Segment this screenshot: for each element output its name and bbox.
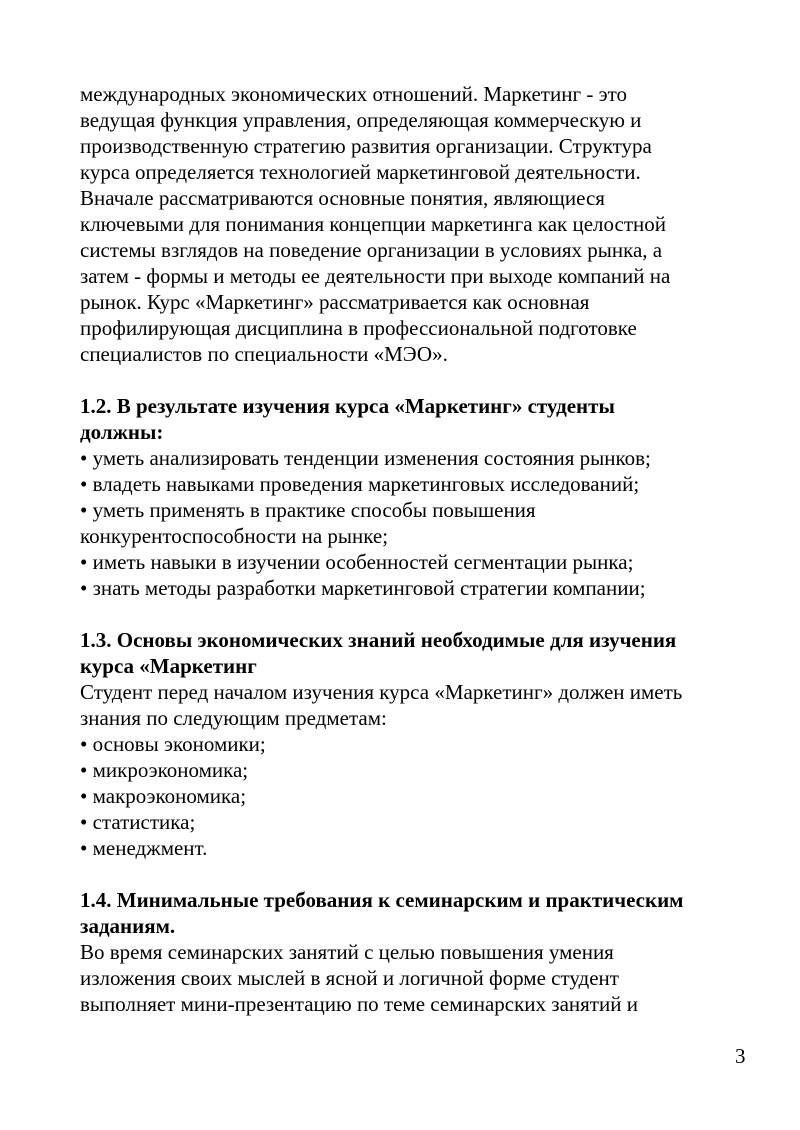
list-item-continuation: конкурентоспособности на рынке;: [80, 524, 389, 548]
page-content: [80, 81, 760, 1017]
text-line: рынок. Курс «Маркетинг» рассматривается как основная: [80, 290, 590, 314]
text-line: Вначале рассматриваются основные понятия, являющиеся: [80, 186, 605, 210]
list-item: • макроэкономика;: [80, 784, 247, 808]
section-1-3: [80, 627, 760, 861]
heading-line: заданиям.: [80, 914, 176, 938]
list-item: • менеджмент.: [80, 836, 208, 860]
list-item: • владеть навыками проведения маркетинговых исследований;: [80, 472, 640, 496]
heading-line: курса «Маркетинг: [80, 654, 257, 678]
section-1-2: [80, 393, 760, 601]
list-item: • основы экономики;: [80, 732, 266, 756]
text-line: ведущая функция управления, определяющая коммерческую и: [80, 108, 642, 132]
heading-line: должны:: [80, 420, 164, 444]
list-item: • уметь анализировать тенденции изменения состояния рынков;: [80, 446, 651, 470]
text-line: специалистов по специальности «МЭО».: [80, 342, 448, 366]
text-line: затем - формы и методы ее деятельности при выходе компаний на: [80, 264, 671, 288]
text-line: Во время семинарских занятий с целью повышения умения: [80, 940, 614, 964]
paragraph-gap: [80, 601, 760, 627]
text-line: Студент перед началом изучения курса «Маркетинг» должен иметь: [80, 680, 683, 704]
section-heading: [80, 627, 760, 679]
text-line: профилирующая дисциплина в профессиональной подготовке: [80, 316, 637, 340]
text-line: системы взглядов на поведение организации в условиях рынка, а: [80, 238, 663, 262]
section-heading: [80, 887, 760, 939]
list-item: • микроэкономика;: [80, 758, 249, 782]
heading-line: 1.4. Минимальные требования к семинарским и практическим: [80, 888, 684, 912]
heading-line: 1.3. Основы экономических знаний необходимые для изучения: [80, 628, 677, 652]
text-line: ключевыми для понимания концепции маркетинга как целостной: [80, 212, 667, 236]
text-line: международных экономических отношений. Маркетинг - это: [80, 82, 627, 106]
text-line: производственную стратегию развития организации. Структура: [80, 134, 652, 158]
list-item: • иметь навыки в изучении особенностей сегментации рынка;: [80, 550, 634, 574]
paragraph-gap: [80, 861, 760, 887]
text-line: знания по следующим предметам:: [80, 706, 387, 730]
intro-paragraph: [80, 81, 760, 367]
page-number: 3: [735, 1044, 746, 1068]
text-line: выполняет мини-презентацию по теме семинарских занятий и: [80, 992, 638, 1016]
text-line: изложения своих мыслей в ясной и логичной форме студент: [80, 966, 619, 990]
paragraph-gap: [80, 367, 760, 393]
list-item: • знать методы разработки маркетинговой стратегии компании;: [80, 576, 646, 600]
section-1-4: [80, 887, 760, 1017]
list-item: • статистика;: [80, 810, 196, 834]
list-item: • уметь применять в практике способы повышения: [80, 498, 536, 522]
section-heading: [80, 393, 760, 445]
text-line: курса определяется технологией маркетинговой деятельности.: [80, 160, 641, 184]
heading-line: 1.2. В результате изучения курса «Маркетинг» студенты: [80, 394, 615, 418]
